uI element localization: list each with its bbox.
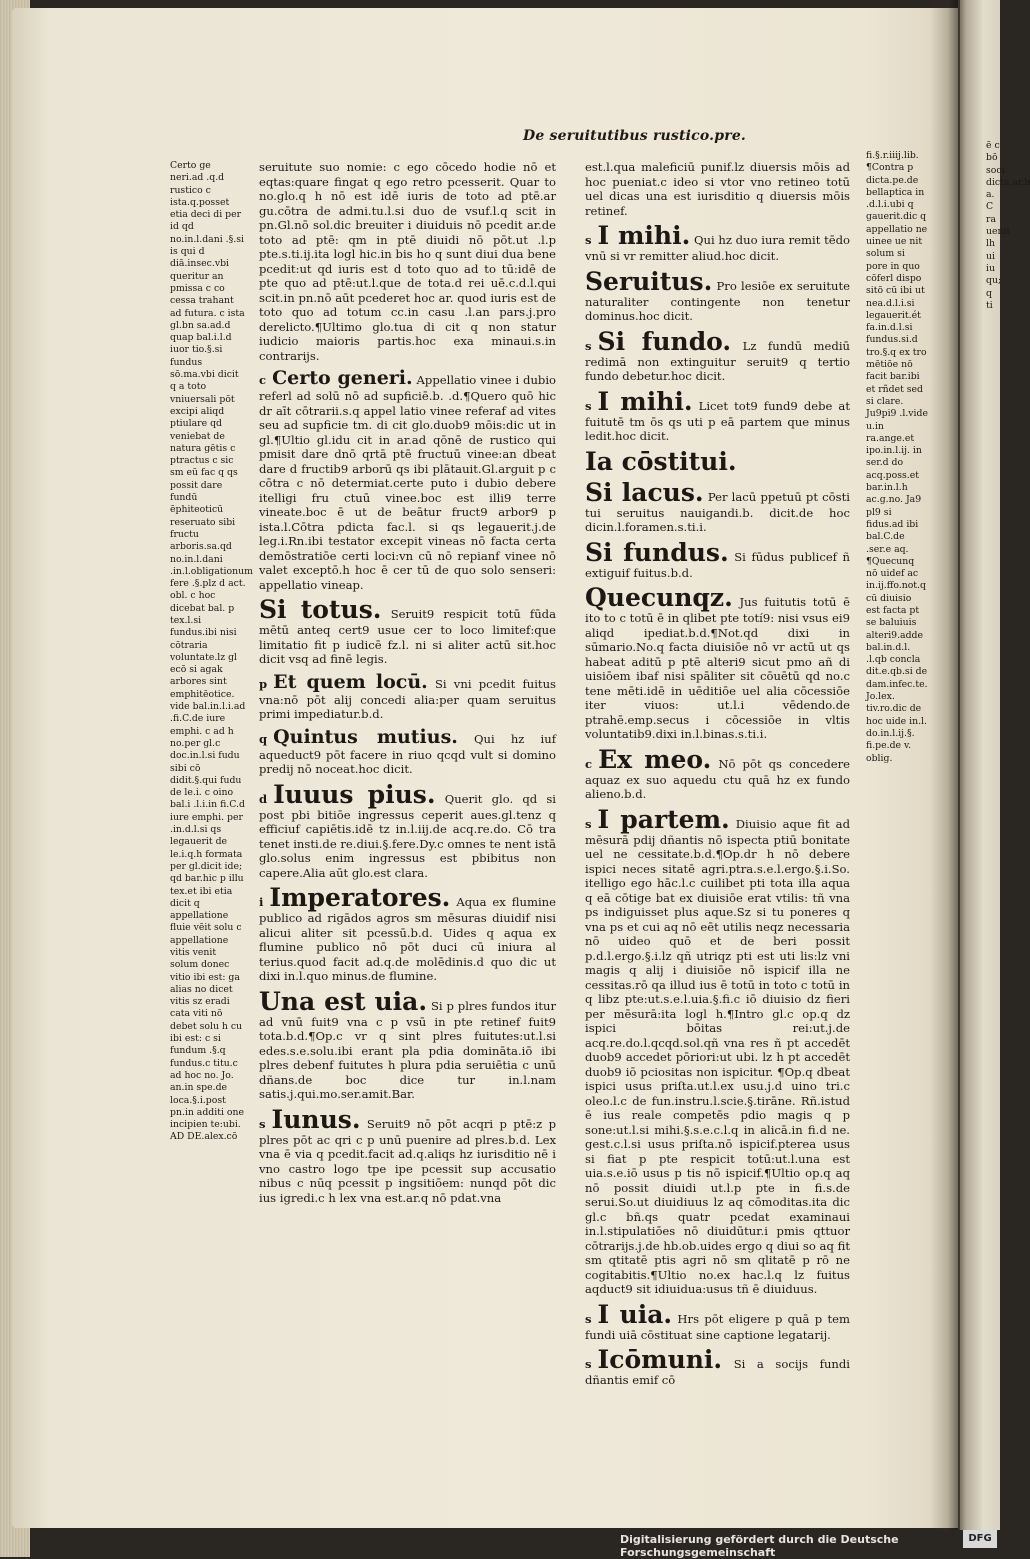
entry-text: Licet tot9 fund9 debe at fuitutē tm ōs qs uti p eā partem que minus ledit.hoc dicit. xyxy=(585,398,851,443)
entry xyxy=(259,781,556,881)
entry-lemma: I partem. xyxy=(597,804,730,834)
entry-lemma: Si totus. xyxy=(259,595,382,624)
footer-credit: Digitalisierung gefördert durch die Deutsche Forschungsgemeinschaft xyxy=(620,1533,899,1559)
entry xyxy=(259,596,556,667)
entry-lemma: Imperatores. xyxy=(269,883,451,912)
entry-lemma: I mihi. xyxy=(597,386,693,416)
facing-page-text xyxy=(986,140,1030,1240)
entry-text: Si a socijs fundi dñantis emif cō xyxy=(585,1357,851,1387)
entry-text: Si fūdus publicef ñ extiguif fuitus.b.d. xyxy=(585,549,850,580)
entry-lemma: Ex meo. xyxy=(598,744,712,774)
entry-text: Nō pōt qs concedere aquaz ex suo aquedu ctu quā hz ex fundo alieno.b.d. xyxy=(585,756,851,801)
entry-text: Seruit9 nō pōt acqri p ptē:z p plres pōt ac qri c p unū puenire ad plres.b.d. Lex vna ē via q pcedit.facit ad.q.aliqs hz iurisditio nē i vno castro logo tpe ipe pcessit sup accusatio nibus c nūq pcessit p ingsitiōem: nunqd pōt dic ius igredi.c h lex vna est.ar.q nō pdat.vna xyxy=(259,1116,556,1205)
entry-text: Pro lesiōe ex seruitute naturaliter contingente non tenetur dominus.hoc dicit. xyxy=(585,278,850,323)
entries-list xyxy=(259,367,556,1205)
entry-lemma: Quintus mutius. xyxy=(273,725,458,748)
left-gloss-column xyxy=(170,160,253,1220)
entry-text: Seruit9 respicit totū fūda mētū anteq cert9 usue cer to loco limitef:que limitatio fit p iudicē fz.l. ni si aliter actū sit.hoc dicit vsq ad finē legis. xyxy=(259,607,557,666)
continued-text: seruitute suo nomie: c ego cōcedo hodie nō et eqtas:quare fingat q ego retro pcesserit. Quar to no.glo.q h nō est idē iuris de toto ad ptē.ar gu.cōtra de admi.tu.l.si duo de vsuf.l.q scit in pn.Gl.nō sol.dic breuiter i diuiduis nō pcedit ar.de toto ad ptē: qm in ptē diuidi nō pōt.ut .l.p pte.s.ti.ij.ita logl hic.in bis ho q sunt diui dua bene pcedit:ut qd iuris est d toto quo ad to tū:idē de pte quo ad ptē:ut.l.que de tota.d rei uē.c.d.l.qui scit.in pn.nō aūt pcederet hoc ar. quod iuris est de toto quo ad totum cc.in casu .l.an pars.j.pro derelicto.¶Ultimo glo.tua di cit q non statur iudicio maioris partis.hoc exa minaui.s.in contrarijs. xyxy=(259,160,556,363)
dfg-logo: DFG xyxy=(963,1530,997,1548)
entry-lemma: Si lacus. xyxy=(585,477,704,507)
entry-lemma: Si fundus. xyxy=(585,537,729,567)
entry xyxy=(585,746,850,802)
entry xyxy=(259,671,556,722)
entry-marker: c xyxy=(259,373,267,387)
entry xyxy=(585,1346,850,1388)
right-gloss-column xyxy=(866,150,928,1040)
entry-text: Querit glo. qd si post pbi bitiōe ingressus ceperit aues.gl.tenz q efficiuf capiētis.idē tz in.l.iij.de acq.re.do. Cō tra tenet insti.de re.diui.§.fere.Dy.c omnes te nent istā glo.solus enim ingressus est pbibitus non capere.Alia aūt glo.est clara. xyxy=(259,791,557,880)
entry xyxy=(585,1301,850,1343)
entry-marker: s xyxy=(585,338,592,353)
entry-text: Diuisio aque fit ad mēsurā pdij dñantis nō ispecta ptiū bonitate uel ne cessitate.b.d.¶Op.dr h nō debere ispici neces sitatē agri.ptra.s.e.l.ergo.§.i.So. itelligo ego hāc.l.c cuilibet pti tota illa aqua q eā cōtige bat ex diuisiōe erat vtilis: tñ vna ps indiguisset plus aque.Sz si tu poneres q vna ps et cui aq nō eēt utilis neqz necessaria nō uideo quō et de beri possit p.d.l.ergo.§.i.lz qñ utriqz pti est uti lis:lz vni magis q alij i diuisiōe nō ispicif illa ne cessitas.rō qa illud ius ē totū in toto c totū in q libz pte:ut.s.e.l.uia.§.fi.c iō diuisio dz fieri per mēsurā:ita logl h.¶Intro gl.c op.q dz ispici bōitas rei:ut.j.de acq.re.do.l.qcqd.sol.qñ vna res ñ pt accedēt duob9 accedet pōriori:ut ubi. lz h pt accedēt duob9 iō pciositas non ispicitur. ¶Op.q dbeat ispici usus priſta.ut.l.ex usu.j.d uino tri.c oleo.l.c de fun.instru.l.scie.§.tirāne. Rñ.istud ē ius reale competēs pdio magis q p sone:ut.l.si mihi.§.s.e.c.l.q in alicā.in fi.d ne. gest.c.l.si usus priſta.nō ispicif.pterea usus si fiat p pte respicit totū:ut.l.una est uia.s.e.iō usus p tis nō ispicif.¶Ultio op.q aq nō possit diuidi ut.l.p pte in fi.s.de serui.So.ut diuidiuus lz aq cōmoditas.ita dic gl.c bñ.qs quatr pcedat examinaui in.l.stipulatiōes nō diuidūtur.i pmis qttuor cōtrarijs.j.de hb.ob.uides ergo q diui so aq fit sm qtitatē ptis agri nō sm qlitatē p rō ne cogitabitis.¶Ultio no.ex hac.l.q lz fuitus aqduct9 sit idiuidua:usus tñ ē diuiduus. xyxy=(585,816,851,1296)
entry xyxy=(585,584,850,742)
entry xyxy=(259,884,556,984)
entry-marker: s xyxy=(585,816,592,831)
gloss-text: Certo ge neri.ad .q.d rustico c ista.q.posset etia deci di per id qd no.in.l.dani .§.si is qui d diā.insec.vbi queritur an pmissa c co cessa trahant ad futura. c ista gl.bn sa.ad.d quap bal.i.l.d iuor tio.§.si fundus sō.ma.vbi dicit q a toto vniuersali pōt excipi aliqd ptiulare qd veniebat de natura gētis c ptractus c sic sm eū fac q qs possit dare fundū ēphiteoticū reseruato sibi fructu arboris.sa.qd no.in.l.dani .in.l.obligationum fere .§.plz d act. obl. c hoc dicebat bal. p tex.l.si fundus.ibi nisi cōtraria voluntate.lz gl ecō si agak arbores sint emphitēotice. vide bal.in.l.i.ad .fi.C.de iure emphi. c ad h no.per gl.c doc.in.l.si fudu sibi cō didit.§.qui fudu de le.i. c oino bal.i .l.i.in fi.C.d iure emphi. per .in.d.l.si qs legauerit de le.i.q.h formata per gl.dicit ide; qd bar.hic p illu tex.et ibi etia dicit q appellatione fluie vēit solu c appellatione vitis venit solum donec vitio ibi est: ga alias no dicet vitis sz eradi cata viti nō debet solu h cu ibi est: c si fundum .§.q fundus.c titu.c ad hoc no. Jo. an.in spe.de loca.§.i.post pn.in additi one incipien te:ubi. AD DE.alex.cō xyxy=(170,160,253,1143)
main-column-left xyxy=(259,160,556,1250)
entry-text: Lz fundū mediū redimā non extinguitur seruit9 q tertio fundo debetur.hoc dicit. xyxy=(585,338,850,383)
entry-text: Qui hz duo iura remit tēdo vnū si vr remitter aliud.hoc dicit. xyxy=(585,233,850,263)
entry-text: Si p plres fundos itur ad vnū fuit9 vna c p vsū in pte retinef fuit9 tota.b.d.¶Op.c vr q sint plres fuitutes:ut.l.si edes.s.e.solu.ibi erant pla pdia domināta.iō ibi plres debenf fuitutes h plura pdia seruiētia c unū dñans.de boc dice tur in.l.nam satis.j.qui.mo.ser.amit.Bar. xyxy=(259,998,556,1101)
entry-lemma: Icōmuni. xyxy=(597,1345,723,1374)
entry-marker: c xyxy=(585,756,593,771)
entry-text: Hrs pōt eligere p quā p tem fundi uiā cōstituat sine captione legatarij. xyxy=(585,1311,850,1342)
entries-list xyxy=(585,222,850,1388)
entry-text: Per lacū ppetuū pt cōsti tui seruitus nauigandi.b. dicit.de hoc dicin.l.foramen.s.ti.i. xyxy=(585,489,850,534)
entry xyxy=(259,1106,556,1206)
entry-text: Qui hz iuf aqueduct9 pōt facere in riuo qcqd vult si domino predij nō noceat.hoc dicit. xyxy=(259,731,557,776)
entry-text: Aqua ex flumine publico ad rigādos agros sm mēsuras diuidif nisi alicui aliter sit pcessū.b.d. Uides q aqua ex flumine publico nō pōt duci cū iniura al terius.quod facit ad.q.de molēdinis.d quo dic ut dixi in.l.quo minus.de flumine. xyxy=(259,895,556,983)
entry xyxy=(585,328,850,384)
entry-marker: i xyxy=(259,895,264,909)
entry xyxy=(585,448,850,475)
entry-marker: s xyxy=(585,398,592,413)
running-header: De seruitutibus rustico.pre. xyxy=(523,128,746,144)
entry-lemma: Seruitus. xyxy=(585,266,713,296)
entry xyxy=(259,726,556,777)
entry-lemma: Ia cōstitui. xyxy=(585,446,737,476)
main-column-right xyxy=(585,160,851,1387)
entry xyxy=(259,988,556,1102)
entry-lemma: Quecunqz. xyxy=(585,583,733,612)
entry-text: Si vni pcedit fuitus vna:nō pōt alij concedi alia:per quam seruitus primi impediatur.b.d. xyxy=(259,676,556,721)
entry xyxy=(585,268,850,324)
gloss-text: ē c bō soci dicta.ar.h a. C ra uenit lh ui iu qu; q ti xyxy=(986,140,1030,311)
entry xyxy=(585,539,850,581)
entry-marker: s xyxy=(585,1357,592,1371)
entry xyxy=(585,388,850,444)
entry-lemma: I uia. xyxy=(597,1299,673,1329)
entry-text: Appellatio vinee i dubio referl ad solū nō ad supficiē.b. .d.¶Quero quō hic dr aīt cōtrarii.s.q appel latio vinee referaf ad vites seu ad supficie tm. di cit glo.duob9 mōis:dic ut in gl.¶Ultio gl.idu cit in ar.ad qōnē de rustico qui pmisit dare dnō qrtā ptē fructuū vinee:an dbeat dare d fructib9 arborū qs ibi plātauit.Gl.arguit p c cōtra c nō determiat.certe puto i dubio debere itelligi fru ctuū vinee.boc est illi9 terre vineate.boc ē ut de beātur fruct9 arbor9 p ista.l.Cōtra pdicta fac.l. si qs legauerit.j.de leg.i.Rn.ibi testator excepit vineas nō facta certa demōstratiōe certi loci:vn cū nō repianf vinee nō valet exceptō.h hoc ē cer tū de quo solo senseri: appellatio vineap. xyxy=(259,373,557,592)
entry-marker: d xyxy=(259,791,268,806)
entry-lemma: Et quem locū. xyxy=(273,670,428,693)
entry-lemma: Certo generi. xyxy=(272,367,413,389)
entry-lemma: Iuuus pius. xyxy=(273,779,436,809)
entry xyxy=(585,806,850,1297)
entry-lemma: I mihi. xyxy=(597,221,691,250)
entry xyxy=(585,479,850,535)
entry xyxy=(585,222,850,264)
entry-marker: s xyxy=(259,1116,266,1131)
entry-lemma: Iunus. xyxy=(271,1104,361,1134)
entry-text: Jus fuitutis totū ē ito to c totū ē in qlibet pte totí9: nisi vsus ei9 aliqd ipediat.b.d.¶Not.qd dixi in sūmario.No.q facta diuisiōe nō vr actū ut qs habeat aditū p ptē alteri9 sicut pmo añ di uisiōem ibaf nisi spāliter sit cōuētū qd no.c tene mēti.idē in uēditiōe uel alia cōcessiōe iter viuos: ut.l.i vēdendo.de ptrahē.emp.secus i cōcessiōe in vltis voluntatib9.dixi in.l.binas.s.ti.i. xyxy=(585,595,851,741)
entry-marker: p xyxy=(259,676,268,691)
entry-lemma: Una est uia. xyxy=(259,986,428,1016)
entry-marker: s xyxy=(585,1311,592,1326)
continued-text: est.l.qua maleficiū punif.lz diuersis mōis ad hoc pueniat.c ideo si vtor vno retineo totū uel dicas una est iurisditio q diuersis mōis retinef. xyxy=(585,160,850,218)
entry-lemma: Si fundo. xyxy=(597,326,732,356)
gloss-text: fi.§.r.iiij.lib. ¶Contra p dicta.pe.de bellaptica in .d.l.i.ubi q gauerit.dic q appellatio ne uinee ue nit solum si pore in quo cōferl dispo sitō cū ibi ut nea.d.l.i.si legauerit.ét fa.in.d.l.si fundus.si.d tro.§.q ex tro mētiōe nō facit bar.ibi et rñdet sed si clare. Ju9pi9 .l.vide u.in ra.ange.et ipo.in.l.ij. in ser.d do acq.poss.et bar.in.l.h ac.g.no. Ja9 pl9 si fidus.ad ibi bal.C.de .ser.e aq. ¶Quecunq nō uidef ac in.ij.ffo.not.q cū diuisio est facta pt se baluiuis alteri9.adde bal.in.d.l. .l.qb concla dit.e.qb.si de dam.infec.te. Jo.lex. tiv.ro.dic de hoc uide in.l. do.in.l.ij.§. fi.pe.de v. oblig. xyxy=(866,150,928,764)
entry xyxy=(259,367,556,592)
book-gutter xyxy=(930,0,960,1530)
entry-marker: q xyxy=(259,731,268,746)
entry-marker: s xyxy=(585,233,592,247)
